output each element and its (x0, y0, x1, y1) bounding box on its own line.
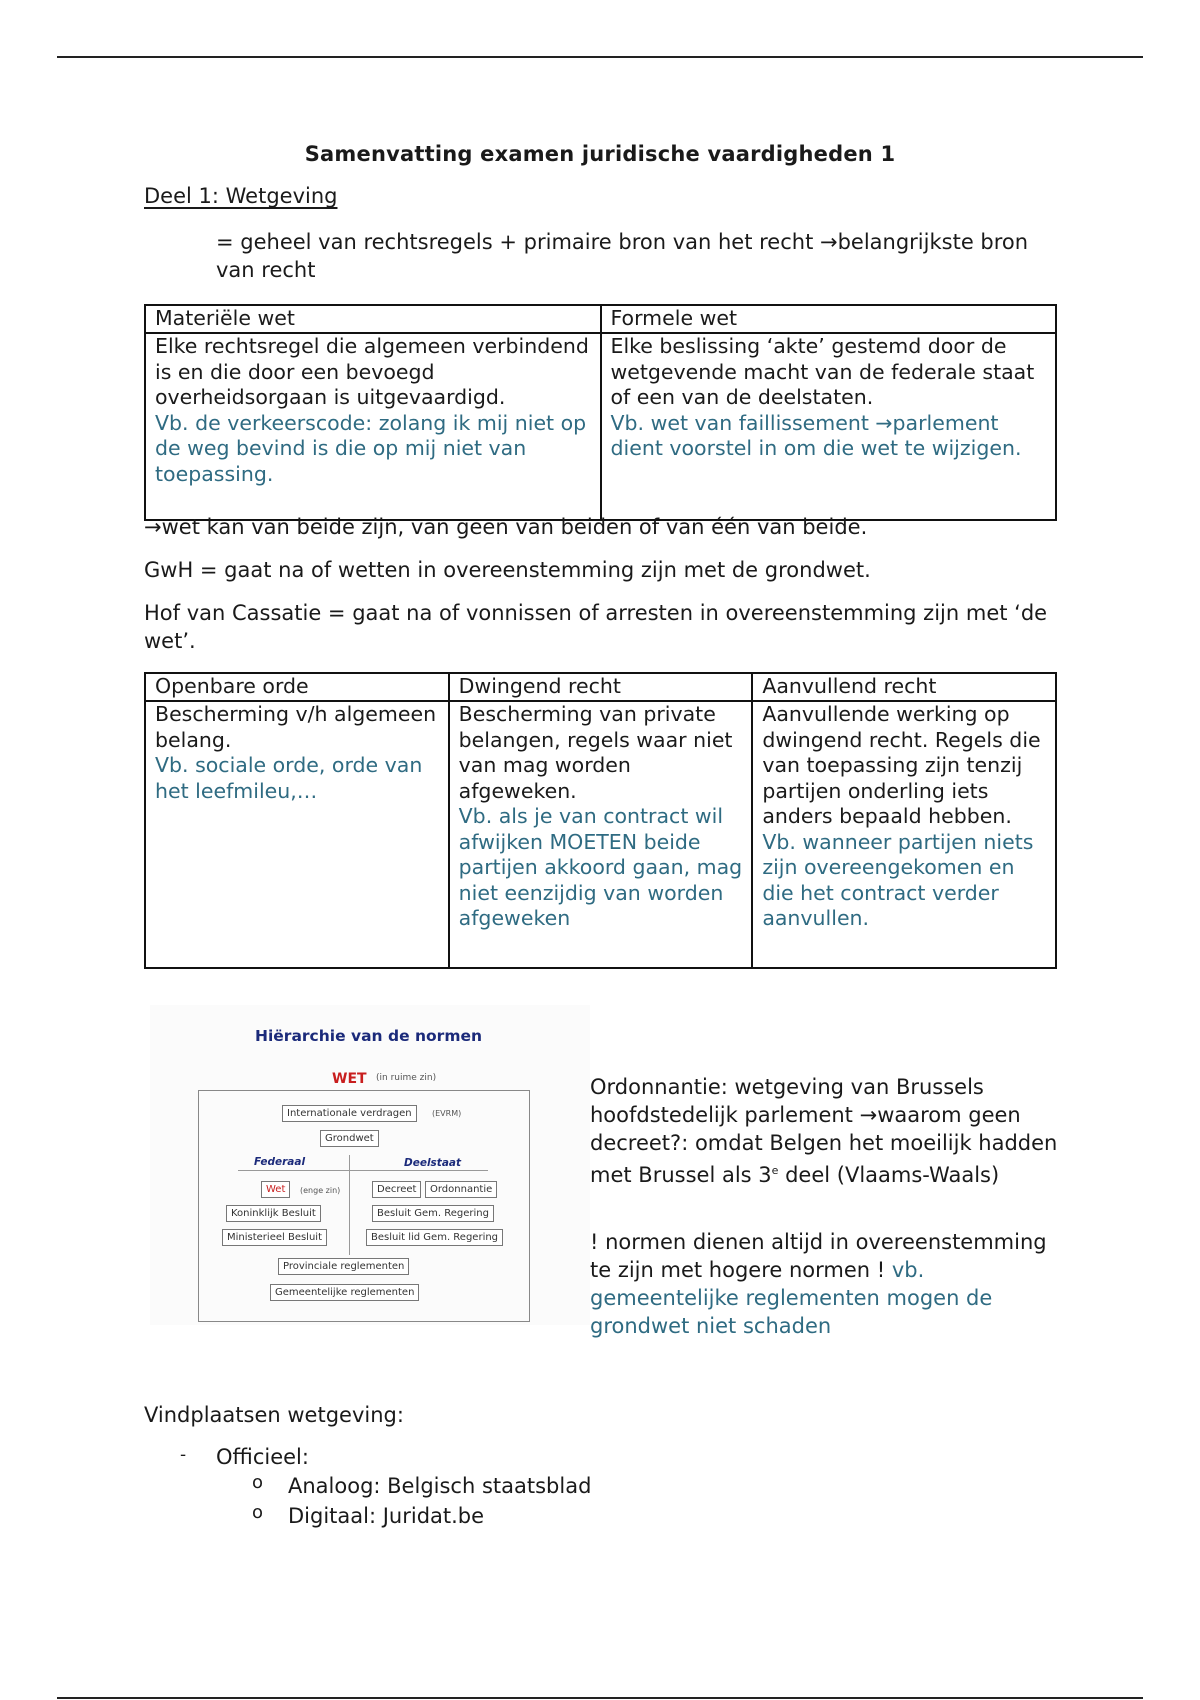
box-internationale: Internationale verdragen (282, 1105, 417, 1122)
box-besluit-lid: Besluit lid Gem. Regering (366, 1229, 503, 1246)
ordonnantie-part2: deel (Vlaams-Waals) (778, 1163, 1000, 1187)
dash-bullet: - (180, 1445, 187, 1465)
cell-text: Aanvullende werking op dwingend recht. Regels die van toepassing zijn tenzij partijen onderling iets anders bepaald hebben. (762, 702, 1041, 828)
cell-example: Vb. als je van contract wil afwijken MOETEN beide partijen akkoord gaan, mag niet eenzijdig van worden afgeweken (458, 804, 743, 930)
section-heading: Deel 1: Wetgeving (144, 184, 338, 208)
table-header: Formele wet (601, 305, 1057, 333)
table-header: Openbare orde (145, 673, 449, 701)
cell-example: Vb. de verkeerscode: zolang ik mij niet op de weg bevind is die op mij niet van toepassing. (155, 410, 587, 486)
table-header: Materiële wet (145, 305, 601, 333)
box-enge-zin: (enge zin) (300, 1186, 341, 1195)
cell-example: Vb. sociale orde, orde van het leefmileu,… (155, 753, 423, 803)
box-ordonnantie: Ordonnantie (425, 1181, 497, 1198)
hierarchy-diagram (150, 1005, 590, 1325)
diagram-wet-sub: (in ruime zin) (376, 1073, 437, 1083)
box-provinciale: Provinciale reglementen (278, 1258, 409, 1275)
normen-text (590, 1228, 1060, 1340)
diagram-title: Hiërarchie van de normen (255, 1027, 483, 1045)
box-evrm: (EVRM) (432, 1109, 462, 1118)
table-cell (145, 333, 601, 520)
ordonnantie-part1: Ordonnantie: wetgeving van Brussels hoofdstedelijk parlement →waarom geen decreet?: omdat Belgen het moeilijk hadden met Brussel als 3 (590, 1075, 1058, 1187)
sub-bullet: o (252, 1472, 264, 1493)
cell-example: Vb. wanneer partijen niets zijn overeengekomen en die het contract verder aanvullen. (762, 829, 1034, 930)
label-federaal: Federaal (254, 1156, 306, 1168)
wet-types-table (144, 304, 1057, 521)
normen-example: vb. gemeentelijke reglementen mogen de grondwet niet schaden (590, 1258, 993, 1338)
definition-text: = geheel van rechtsregels + primaire bron van het recht →belangrijkste bron van recht (216, 230, 1029, 282)
ordonnantie-sup: e (771, 1164, 779, 1177)
box-gemeentelijke: Gemeentelijke reglementen (270, 1284, 419, 1301)
list-subitem: Digitaal: Juridat.be (288, 1504, 485, 1528)
diagram-wet: WET (332, 1071, 367, 1087)
sub-bullet: o (252, 1502, 264, 1523)
cell-text: Elke rechtsregel die algemeen verbindend is en die door een bevoegd overheidsorgaan is uitgevaardigd. (155, 334, 589, 409)
box-wet: Wet (261, 1181, 290, 1198)
box-besluit-gem: Besluit Gem. Regering (372, 1205, 494, 1222)
rechtsregels-table (144, 672, 1057, 969)
table-cell (601, 333, 1057, 520)
table-header: Aanvullend recht (752, 673, 1056, 701)
normen-statement: ! normen dienen altijd in overeenstemming te zijn met hogere normen ! (590, 1230, 1047, 1282)
cell-example: Vb. wet van faillissement →parlement dient voorstel in om die wet te wijzigen. (610, 410, 1022, 460)
header-rule (57, 56, 1143, 58)
vindplaatsen-heading: Vindplaatsen wetgeving: (144, 1403, 404, 1427)
box-grondwet: Grondwet (320, 1130, 379, 1147)
list-item: Officieel: (216, 1445, 309, 1469)
cassatie-text: Hof van Cassatie = gaat na of vonnissen of arresten in overeenstemming zijn met ‘de wet’. (144, 601, 1048, 653)
divider-h (238, 1170, 488, 1171)
table-cell (145, 701, 449, 968)
ordonnantie-text (590, 1073, 1060, 1189)
table-cell (449, 701, 753, 968)
footer-rule (57, 1697, 1143, 1699)
table-header: Dwingend recht (449, 673, 753, 701)
cell-text: Elke beslissing ‘akte’ gestemd door de wetgevende macht van de federale staat of een van de deelstaten. (610, 334, 1035, 409)
divider-v (349, 1155, 350, 1255)
box-kb: Koninklijk Besluit (226, 1205, 321, 1222)
box-mb: Ministerieel Besluit (222, 1229, 327, 1246)
label-deelstaat: Deelstaat (404, 1157, 462, 1169)
gwh-text: GwH = gaat na of wetten in overeenstemming zijn met de grondwet. (144, 558, 871, 582)
box-decreet: Decreet (372, 1181, 421, 1198)
after-table-note: →wet kan van beide zijn, van geen van beiden of van één van beide. (144, 515, 868, 539)
table-cell (752, 701, 1056, 968)
page-title: Samenvatting examen juridische vaardigheden 1 (304, 142, 896, 166)
cell-text: Bescherming v/h algemeen belang. (155, 702, 437, 752)
cell-text: Bescherming van private belangen, regels waar niet van mag worden afgeweken. (458, 702, 733, 803)
list-subitem: Analoog: Belgisch staatsblad (288, 1474, 592, 1498)
